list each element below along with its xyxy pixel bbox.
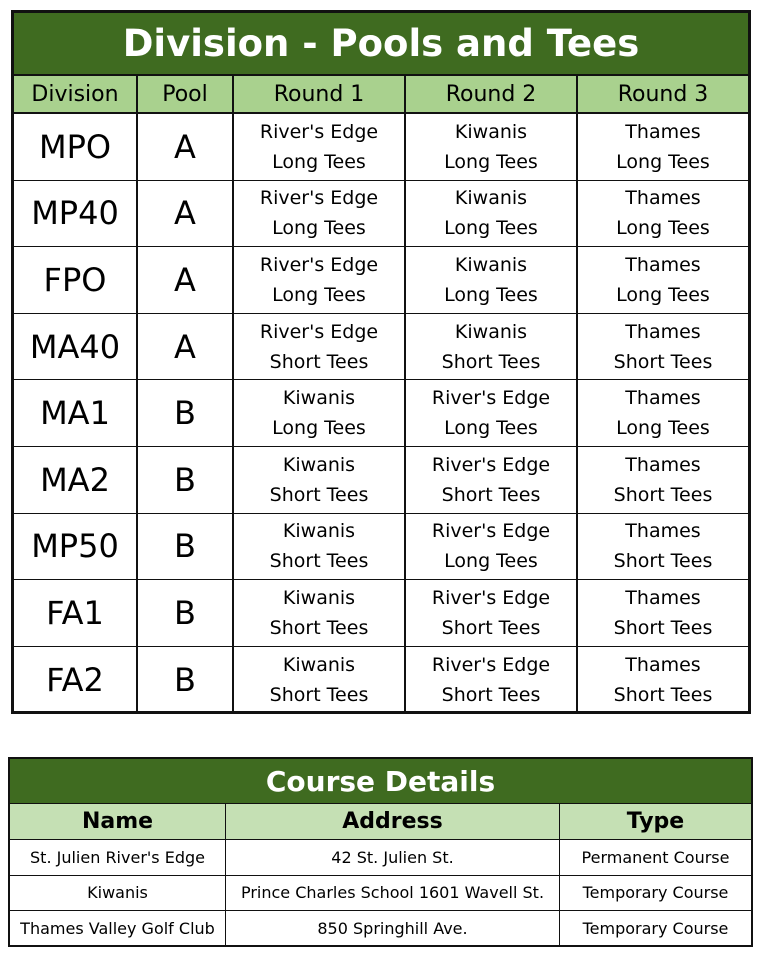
round-1-cell <box>234 247 406 313</box>
division-cell: FA2 <box>14 647 138 714</box>
pool-cell: A <box>138 314 234 380</box>
course-address-cell: Prince Charles School 1601 Wavell St. <box>226 876 560 911</box>
course-details-body <box>10 840 751 947</box>
tee-type: Short Tees <box>441 684 541 707</box>
course-name: River's Edge <box>259 320 379 343</box>
round-2-cell <box>406 314 578 380</box>
pools-tees-body <box>14 114 748 713</box>
course-name: River's Edge <box>259 253 379 276</box>
division-cell: MA1 <box>14 380 138 446</box>
course-name: Thames <box>625 520 701 543</box>
column-header-address: Address <box>226 804 560 839</box>
division-cell: MA2 <box>14 447 138 513</box>
tee-type: Short Tees <box>269 350 369 373</box>
course-name: Thames <box>625 320 701 343</box>
pool-cell: B <box>138 380 234 446</box>
tee-type: Short Tees <box>269 550 369 573</box>
tee-type: Short Tees <box>613 616 713 639</box>
column-header-round-3: Round 3 <box>617 81 709 107</box>
course-name: River's Edge <box>431 586 551 609</box>
round-2-cell <box>406 580 578 646</box>
round-3-cell <box>578 181 748 247</box>
course-address-cell: 42 St. Julien St. <box>226 840 560 875</box>
round-3-cell <box>578 447 748 513</box>
course-name: Thames <box>625 253 701 276</box>
course-name: Kiwanis <box>282 586 356 609</box>
course-name: Kiwanis <box>282 654 356 677</box>
tee-type: Long Tees <box>444 417 538 440</box>
column-header-type: Type <box>626 809 685 834</box>
pools-tees-header-row <box>14 76 748 114</box>
course-name-cell: Thames Valley Golf Club <box>10 911 226 947</box>
round-2-cell <box>406 181 578 247</box>
pool-cell: A <box>138 247 234 313</box>
round-3-cell <box>578 380 748 446</box>
course-name: Thames <box>625 120 701 143</box>
course-name: Thames <box>625 586 701 609</box>
tee-type: Short Tees <box>613 550 713 573</box>
course-details-table <box>8 757 753 947</box>
course-name: Thames <box>625 387 701 410</box>
course-name: Kiwanis <box>454 120 528 143</box>
tee-type: Short Tees <box>613 350 713 373</box>
round-1-cell <box>234 114 406 180</box>
pools-tees-table <box>11 10 751 714</box>
course-details-header-row <box>10 804 751 840</box>
course-name: Thames <box>625 654 701 677</box>
tee-type: Long Tees <box>272 150 366 173</box>
course-address-cell: 850 Springhill Ave. <box>226 911 560 947</box>
division-cell: MP40 <box>14 181 138 247</box>
pool-cell: B <box>138 514 234 580</box>
course-name: Thames <box>625 453 701 476</box>
division-cell: MPO <box>14 114 138 180</box>
course-name: Kiwanis <box>282 387 356 410</box>
course-name: Kiwanis <box>454 253 528 276</box>
tee-type: Long Tees <box>616 217 710 240</box>
course-name: River's Edge <box>259 187 379 210</box>
tee-type: Long Tees <box>272 417 366 440</box>
tee-type: Long Tees <box>444 550 538 573</box>
round-1-cell <box>234 580 406 646</box>
column-header-division: Division <box>14 76 138 112</box>
round-2-cell <box>406 447 578 513</box>
tee-type: Short Tees <box>441 616 541 639</box>
tee-type: Long Tees <box>444 217 538 240</box>
tee-type: Short Tees <box>269 684 369 707</box>
course-name: River's Edge <box>431 387 551 410</box>
round-3-cell <box>578 580 748 646</box>
tee-type: Short Tees <box>441 483 541 506</box>
pool-cell: B <box>138 580 234 646</box>
table-row <box>14 447 748 514</box>
table-row <box>14 314 748 381</box>
course-details-title: Course Details <box>10 759 751 804</box>
pool-cell: B <box>138 647 234 714</box>
course-name: River's Edge <box>259 120 379 143</box>
round-1-cell <box>234 647 406 714</box>
course-name: Thames <box>625 187 701 210</box>
round-1-cell <box>234 447 406 513</box>
course-name: River's Edge <box>431 520 551 543</box>
table-row <box>14 514 748 581</box>
course-name-cell: St. Julien River's Edge <box>10 840 226 875</box>
course-type-cell: Permanent Course <box>581 847 730 867</box>
round-2-cell <box>406 380 578 446</box>
column-header-name: Name <box>10 804 226 839</box>
table-row <box>14 247 748 314</box>
round-1-cell <box>234 314 406 380</box>
table-row <box>14 647 748 714</box>
course-name: River's Edge <box>431 453 551 476</box>
round-2-cell <box>406 247 578 313</box>
column-header-round-2: Round 2 <box>406 76 578 112</box>
tee-type: Short Tees <box>613 483 713 506</box>
table-row <box>14 114 748 181</box>
pool-cell: A <box>138 114 234 180</box>
tee-type: Long Tees <box>616 283 710 306</box>
round-1-cell <box>234 514 406 580</box>
table-row <box>14 580 748 647</box>
course-type-cell: Temporary Course <box>582 919 729 939</box>
round-3-cell <box>578 114 748 180</box>
column-header-pool: Pool <box>138 76 234 112</box>
table-row <box>10 911 751 947</box>
round-2-cell <box>406 114 578 180</box>
course-name: River's Edge <box>431 654 551 677</box>
tee-type: Short Tees <box>269 616 369 639</box>
course-type-cell: Temporary Course <box>582 883 729 903</box>
course-name: Kiwanis <box>282 520 356 543</box>
course-name: Kiwanis <box>282 453 356 476</box>
tee-type: Long Tees <box>444 283 538 306</box>
table-row <box>10 840 751 876</box>
tee-type: Long Tees <box>272 283 366 306</box>
round-1-cell <box>234 181 406 247</box>
tee-type: Short Tees <box>613 684 713 707</box>
round-1-cell <box>234 380 406 446</box>
column-header-round-1: Round 1 <box>234 76 406 112</box>
course-name: Kiwanis <box>454 320 528 343</box>
round-3-cell <box>578 314 748 380</box>
course-name: Kiwanis <box>454 187 528 210</box>
division-cell: FPO <box>14 247 138 313</box>
pool-cell: A <box>138 181 234 247</box>
round-2-cell <box>406 647 578 714</box>
tee-type: Long Tees <box>616 417 710 440</box>
tee-type: Short Tees <box>269 483 369 506</box>
tee-type: Long Tees <box>444 150 538 173</box>
division-cell: MA40 <box>14 314 138 380</box>
table-row <box>14 380 748 447</box>
pool-cell: B <box>138 447 234 513</box>
division-cell: FA1 <box>14 580 138 646</box>
course-name-cell: Kiwanis <box>10 876 226 911</box>
round-3-cell <box>578 514 748 580</box>
round-3-cell <box>578 247 748 313</box>
table-row <box>14 181 748 248</box>
tee-type: Long Tees <box>616 150 710 173</box>
table-row <box>10 876 751 912</box>
tee-type: Short Tees <box>441 350 541 373</box>
round-3-cell <box>578 647 748 714</box>
division-cell: MP50 <box>14 514 138 580</box>
tee-type: Long Tees <box>272 217 366 240</box>
round-2-cell <box>406 514 578 580</box>
pools-tees-title: Division - Pools and Tees <box>14 13 748 76</box>
